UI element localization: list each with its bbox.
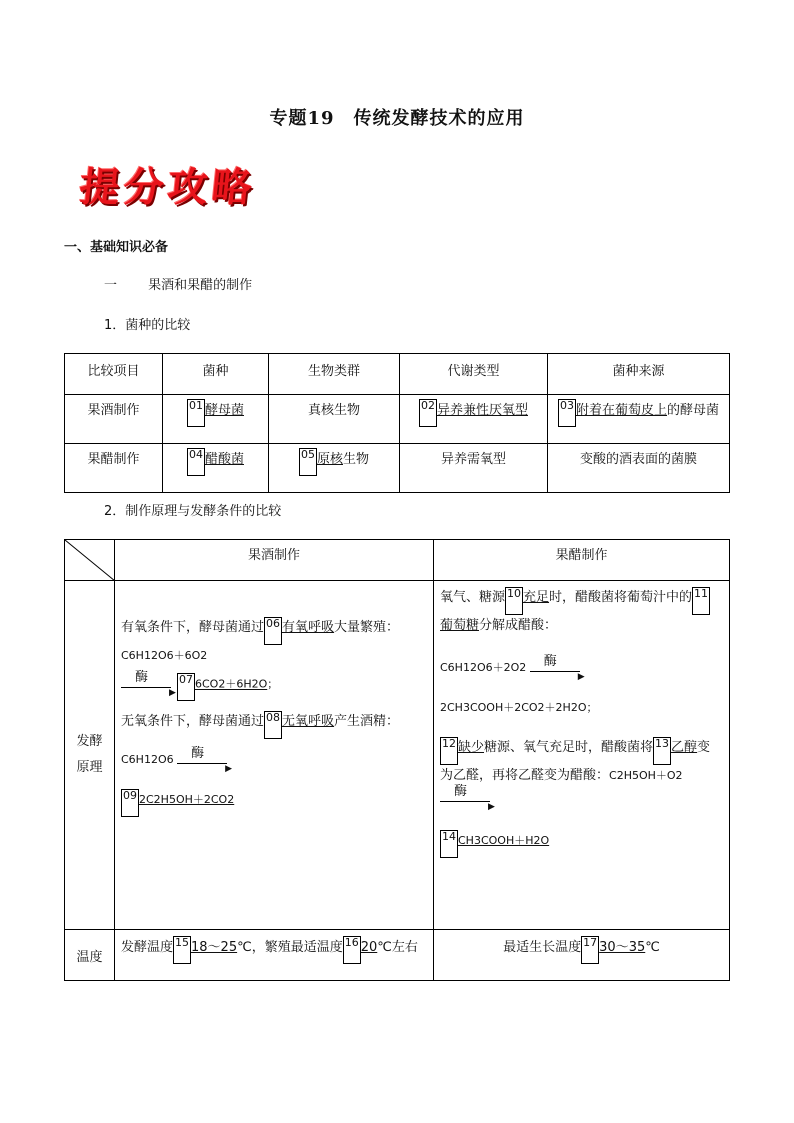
cell-text: 氧气、糖源	[440, 590, 506, 605]
principle-comparison-table	[64, 539, 730, 981]
equation-left: C6H12O6	[121, 753, 174, 766]
blank-number: 03	[558, 399, 576, 427]
text-line	[440, 765, 723, 787]
section-heading: 一、基础知识必备	[64, 240, 169, 255]
cell-text: 分解成醋酸：	[479, 618, 558, 633]
equation-left: C6H12O6＋2O2	[440, 661, 527, 674]
row-label: 温度	[65, 930, 115, 981]
enzyme-label: 酶	[191, 746, 205, 761]
answer-text: 缺少	[458, 740, 485, 755]
table-cell	[548, 395, 730, 444]
answer-text: CH3COOH＋H2O	[458, 833, 550, 847]
enzyme-arrow: 酶 ▶	[530, 657, 586, 679]
answer-text: 异养兼性厌氧型	[436, 403, 528, 418]
cell-text: 最适生长温度	[503, 940, 582, 955]
cell-text: ℃	[645, 940, 660, 955]
cell-text: ；	[267, 677, 279, 691]
answer-text: 充足	[523, 590, 550, 605]
answer-text: 乙醇	[671, 740, 698, 755]
blank-number: 02	[419, 399, 437, 427]
diagonal-line	[65, 540, 115, 581]
answer-text: 酵母菌	[204, 403, 244, 418]
answer-text: 原核	[316, 452, 343, 467]
subheading-text: 果酒和果醋的制作	[148, 278, 253, 293]
text-line	[121, 670, 427, 701]
cell-text: ℃左右	[377, 940, 418, 955]
header-cell: 菌种来源	[548, 354, 730, 395]
text-line	[121, 711, 427, 739]
logo-banner: 提分攻略	[77, 165, 259, 211]
table-header-row	[65, 540, 730, 581]
row-label-text: 发酵原理	[76, 734, 103, 775]
cell-text: 时，醋酸菌将葡萄汁中的	[549, 590, 693, 605]
page-title: 专题19 传统发酵技术的应用	[269, 108, 525, 129]
answer-text: 30～35	[599, 940, 646, 955]
enzyme-arrow: 酶 ▶	[121, 673, 177, 695]
table-cell: 变酸的酒表面的菌膜	[548, 444, 730, 493]
row-label: 果酒制作	[65, 395, 163, 444]
answer-text: 20	[360, 940, 378, 955]
blank-number: 06	[264, 617, 282, 645]
table-header-row	[65, 354, 730, 395]
answer-text: 有氧呼吸	[282, 620, 335, 635]
table-row	[65, 395, 730, 444]
enzyme-label: 酶	[454, 784, 468, 799]
cell-text: 有氧条件下，酵母菌通过	[121, 620, 265, 635]
blank-number: 04	[187, 448, 205, 476]
answer-text: 醋酸菌	[204, 452, 244, 467]
cell-text: 产生酒精：	[334, 714, 400, 729]
blank-number: 10	[505, 587, 523, 615]
table-row	[65, 581, 730, 930]
header-cell: 代谢类型	[400, 354, 548, 395]
text-line	[440, 654, 723, 682]
blank-number: 17	[581, 936, 599, 964]
enzyme-label: 酶	[543, 654, 557, 669]
answer-text: 6CO2＋6H2O	[195, 677, 268, 691]
blank-number: 01	[187, 399, 205, 427]
text-line	[121, 617, 427, 645]
blank-number: 11	[692, 587, 710, 615]
table-cell: 异养需氧型	[400, 444, 548, 493]
answer-text: 2C2H5OH＋2CO2	[139, 793, 235, 806]
text-line	[440, 615, 723, 637]
equation-left: C2H5OH＋O2	[609, 769, 683, 782]
item2-heading: 2．制作原理与发酵条件的比较	[104, 504, 282, 519]
cell-text: 为乙醛，再将乙醛变为醋酸：	[440, 768, 610, 783]
cell-text: 无氧条件下，酵母菌通过	[121, 714, 265, 729]
subheading	[104, 274, 252, 293]
wine-temp-cell	[115, 930, 434, 981]
text-line	[440, 587, 723, 615]
cell-text: 的酵母菌	[667, 403, 720, 418]
strain-comparison-table	[64, 353, 730, 493]
table-row	[65, 444, 730, 493]
vinegar-principle-cell	[434, 581, 730, 930]
header-cell: 果醋制作	[434, 540, 730, 581]
answer-text: 18～25	[191, 940, 238, 955]
cell-text: ℃，繁殖最适温度	[237, 940, 343, 955]
item1-heading: 1．菌种的比较	[104, 318, 191, 333]
row-label	[65, 581, 115, 930]
table-cell	[163, 444, 269, 493]
cell-text: 变	[697, 740, 711, 755]
blank-number: 09	[121, 789, 139, 817]
equation-left: C6H12O6＋6O2	[121, 649, 208, 662]
blank-number: 12	[440, 737, 458, 765]
blank-number: 07	[177, 673, 195, 701]
header-cell: 果酒制作	[115, 540, 434, 581]
blank-number: 08	[264, 711, 282, 739]
answer-text: 葡萄糖	[440, 618, 480, 633]
blank-number: 13	[653, 737, 671, 765]
wine-principle-cell	[115, 581, 434, 930]
blank-number: 16	[343, 936, 361, 964]
table-cell	[400, 395, 548, 444]
subheading-dash: 一	[104, 278, 118, 293]
text-line	[440, 784, 723, 812]
header-cell: 生物类群	[269, 354, 400, 395]
answer-text: 附着在葡萄皮上	[575, 403, 667, 418]
header-cell: 菌种	[163, 354, 269, 395]
table-cell	[163, 395, 269, 444]
cell-text: 糖源、氧气充足时，醋酸菌将	[484, 740, 654, 755]
text-line	[440, 737, 723, 765]
diagonal-header-cell	[65, 540, 115, 581]
cell-text: 发酵温度	[121, 940, 174, 955]
equation-right: 2CH3COOH＋2CO2＋2H2O；	[440, 701, 598, 714]
text-line	[121, 746, 427, 774]
blank-number: 05	[299, 448, 317, 476]
table-cell: 真核生物	[269, 395, 400, 444]
text-line	[440, 830, 723, 858]
header-cell: 比较项目	[65, 354, 163, 395]
text-line	[121, 789, 427, 817]
enzyme-arrow: 酶 ▶	[177, 749, 233, 771]
blank-number: 15	[173, 936, 191, 964]
blank-number: 14	[440, 830, 458, 858]
cell-text: 大量繁殖：	[334, 620, 400, 635]
row-label: 果醋制作	[65, 444, 163, 493]
vinegar-temp-cell	[434, 930, 730, 981]
table-row	[65, 930, 730, 981]
answer-text: 无氧呼吸	[282, 714, 335, 729]
enzyme-arrow: 酶 ▶	[440, 787, 496, 809]
table-cell	[269, 444, 400, 493]
enzyme-label: 酶	[135, 670, 149, 685]
cell-text: 生物	[343, 452, 370, 467]
